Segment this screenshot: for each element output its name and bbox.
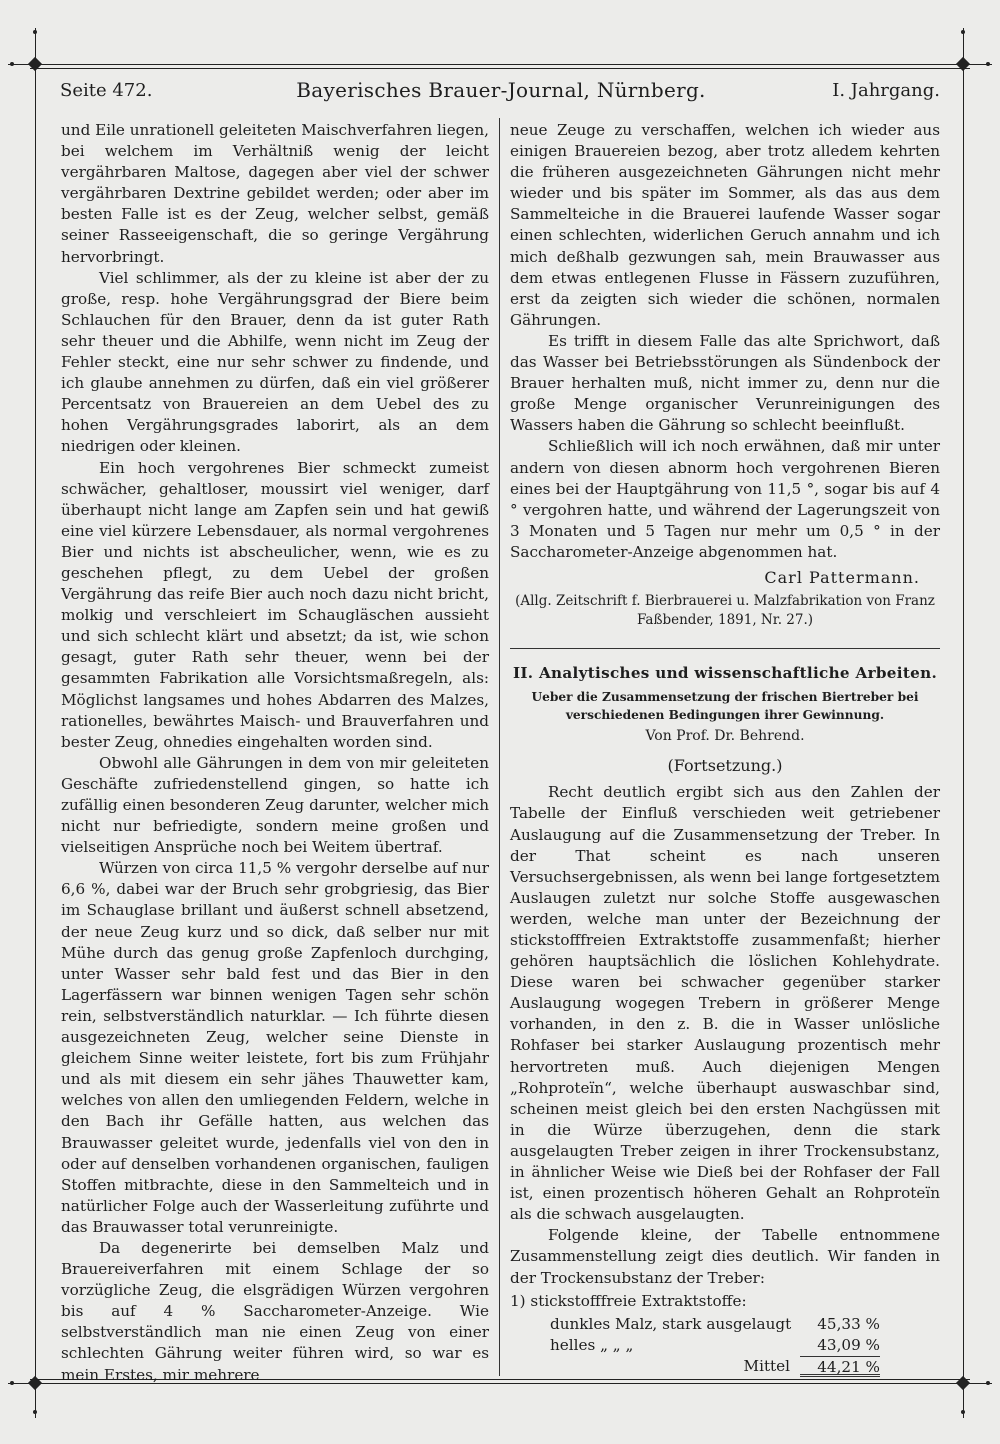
right-column: [510, 120, 940, 1377]
paragraph: Ein hoch vergohrenes Bier schmeckt zumeist schwächer, gehaltloser, moussirt viel weniger, darf überhaupt nicht lange am Zapfen sein und hat gewiß eine viel kürzere Lebensdauer, als normal vergohrenes Bier und nichts ist abscheulicher, wenn, wie es zu geschehen pflegt, zu dem Uebel der großen Vergährung das reife Bier auch noch dazu nicht bricht, molkig und verschleiert im Schaugläschen aussieht und sich schlecht klärt und absetzt; da ist, wie schon gesagt, guter Rath sehr theuer, wenn bei der gesammten Fabrikation alle Vorsichtsmaßregeln, als: Möglichst langsames und hohes Abdarren des Malzes, rationelles, bewährtes Maisch- und Brauverfahren und bester Zeug, ohnedies eingehalten worden sind.: [61, 458, 489, 751]
frame-top-rule: [8, 64, 992, 65]
section-heading: II. Analytisches und wissenschaftliche Arbeiten.: [512, 664, 938, 683]
row-label: helles „ „ „: [550, 1335, 634, 1354]
frame-dot: [33, 30, 37, 34]
paragraph: Recht deutlich ergibt sich aus den Zahlen der Tabelle der Einfluß verschieden weit getriebener Auslaugung auf die Zusammensetzung der Treber. In der That scheint es nach unseren Versuchsergebnissen, als wenn bei lange fortgesetztem Auslaugen zuletzt nur solche Stoffe ausgewaschen werden, welche man unter der Bezeichnung der stickstofffreien Extraktstoffe zusammenfaßt; hierher gehören hauptsächlich die löslichen Kohlehydrate. Diese waren bei schwacher gegenüber starker Auslaugung wogegen Trebern in größerer Menge vorhanden, in den z. B. die in Wasser unlösliche Rohfaser bei starker Auslaugung prozentisch mehr hervortreten muß. Auch diejenigen Mengen „Rohproteïn“, welche überhaupt auswaschbar sind, scheinen meist gleich bei den ersten Nachgüssen mit in die Würze überzugehen, denn die stark ausgelaugten Treber zeigen in ihrer Trockensubstanz, in ähnlicher Weise wie Dieß bei der Rohfaser der Fall ist, einen prozentisch höheren Gehalt an Rohproteïn als die schwach ausgelaugten.: [510, 783, 940, 1224]
paragraph: neue Zeuge zu verschaffen, welchen ich wieder aus einigen Brauereien bezog, aber trotz alledem kehrten die früheren ausgezeichneten Gährungen nicht mehr wieder und bis später im Sommer, als das aus dem Sammelteiche in die Brauerei laufende Wasser sogar einen schlechten, widerlichen Geruch annahm und ich mich deßhalb gezwungen sah, mein Brauwasser aus dem etwas entlegenen Flusse in Fässern zuzuführen, erst da zeigten sich wieder die schönen, normalen Gährungen.: [510, 121, 940, 329]
article-author: Von Prof. Dr. Behrend.: [645, 728, 805, 745]
paragraph: Würzen von circa 11,5 % vergohr derselbe auf nur 6,6 %, dabei war der Bruch sehr grobgriesig, das Bier im Schauglase brillant und äußerst schnell absetzend, der neue Zeug kurz und so dick, daß selber nur mit Mühe durch das genug große Zapfenloch durchging, unter Wasser sehr bald fest und das Bier in den Lagerfässern war binnen wenigen Tagen sehr schön rein, selbstverständlich naturklar. — Ich führte diesen ausgezeichneten Zeug, welcher seine Dienste in gleichem Sinne weiter leistete, fort bis zum Frühjahr und als mit diesem ein sehr jähes Thauwetter kam, welches von allen den umliegenden Feldern, welche in den Bach ihr Gefälle hatten, aus welchen das Brauwasser geleitet wurde, jedenfalls viel von den in oder auf denselben vorhandenen organischen, fauligen Stoffen mitbrachte, diese in den Sammelteich und in natürlicher Folge auch der Wasserleitung zuführte und das Brauwasser total verunreinigte.: [61, 859, 489, 1236]
paragraph: Es trifft in diesem Falle das alte Sprichwort, daß das Wasser bei Betriebsstörungen als Sündenbock der Brauer herhalten muß, nicht immer zu, denn nur die große Menge organischer Verunreinigungen des Wassers haben die Gährung so schlecht beeinflußt.: [510, 331, 940, 435]
journal-title: Bayerisches Brauer-Journal, Nürnberg.: [296, 78, 706, 102]
paragraph: Da degenerirte bei demselben Malz und Brauereiverfahren mit einem Schlage der so vorzügliche Zeug, die elsgrädigen Würzen vergohren bis auf 4 % Saccharometer-Anzeige. Wie selbstverständlich man nie einen Zeug von einer schlechten Gährung weiter führen wird, so war es mein Erstes, mir mehrere: [61, 1238, 489, 1384]
frame-dot: [961, 30, 965, 34]
frame-dot: [986, 62, 990, 66]
row-label: Mittel: [743, 1356, 790, 1375]
article-title: Ueber die Zusammensetzung der frischen Biertreber bei verschiedenen Bedingungen ihrer Gewinnung.: [531, 690, 919, 723]
data-table: [550, 1314, 940, 1377]
paragraph: Viel schlimmer, als der zu kleine ist aber der zu große, resp. hohe Vergährungsgrad der Biere beim Schlauchen für den Brauer, denn da ist guter Rath sehr theuer und die Abhilfe, wenn nicht im Zeug der Fehler steckt, eine nur sehr schwer zu findende, und ich glaube annehmen zu dürfen, daß ein viel größerer Percentsatz von Brauereien an dem Uebel des zu hohen Vergährungsgrades laborirt, als an dem niedrigen oder kleinen.: [61, 268, 489, 456]
frame-dot: [10, 62, 14, 66]
row-label: dunkles Malz, stark ausgelaugt: [550, 1314, 792, 1333]
volume-label: I. Jahrgang.: [832, 80, 940, 101]
table-row: [550, 1314, 940, 1335]
frame-right-rule: [963, 28, 964, 1418]
paragraph: und Eile unrationell geleiteten Maischverfahren liegen, bei welchem im Verhältniß wenig der leicht vergährbaren Maltose, dagegen aber viel der schwer vergährbaren Dextrine gebildet werden; oder aber im besten Falle ist es der Zeug, welcher selbst, gemäß seiner Rasseeigenschaft, die so geringe Vergährung hervorbringt.: [61, 121, 489, 266]
frame-dot: [33, 1410, 37, 1414]
frame-dot: [961, 1410, 965, 1414]
frame-dot: [986, 1381, 990, 1385]
row-value: 43,09 %: [817, 1335, 880, 1354]
table-row-mean: [550, 1356, 940, 1377]
paragraph: Schließlich will ich noch erwähnen, daß mir unter andern von diesen abnorm hoch vergohrenen Bieren eines bei der Hauptgährung von 11,5 °, sogar bis auf 4 ° vergohren hatte, und während der Lagerungszeit von 3 Monaten und 5 Tagen nur mehr um 0,5 ° in der Saccharometer-Anzeige abgenommen hat.: [510, 437, 940, 561]
paragraph: Obwohl alle Gährungen in dem von mir geleiteten Geschäfte zufriedenstellend gingen, so hatte ich zufällig einen besonderen Zeug darunter, welcher mich nicht nur befriedigte, sondern meine großen und vielseitigen Ansprüche noch bei Weitem übertraf.: [61, 753, 489, 857]
paragraph: Folgende kleine, der Tabelle entnommene Zusammenstellung zeigt dies deutlich. Wir fanden in der Trockensubstanz der Treber:: [510, 1226, 940, 1287]
table-heading: 1) stickstofffreie Extraktstoffe:: [510, 1291, 747, 1310]
column-divider: [499, 118, 500, 1376]
row-value: 44,21 %: [800, 1356, 880, 1377]
frame-top-rule-inner: [30, 68, 970, 69]
table-row: [550, 1335, 940, 1356]
continuation-note: (Fortsetzung.): [667, 756, 783, 776]
section-rule: [510, 648, 940, 649]
frame-dot: [10, 1381, 14, 1385]
frame-left-rule: [35, 28, 36, 1418]
source-citation: (Allg. Zeitschrift f. Bierbrauerei u. Malzfabrikation von Franz Faßbender, 1891, Nr. 27.): [515, 593, 935, 629]
row-value: 45,33 %: [817, 1314, 880, 1333]
running-header: [60, 78, 942, 106]
author-signature: Carl Pattermann.: [764, 567, 920, 587]
left-column: [61, 120, 489, 1386]
page-number: Seite 472.: [60, 80, 153, 101]
